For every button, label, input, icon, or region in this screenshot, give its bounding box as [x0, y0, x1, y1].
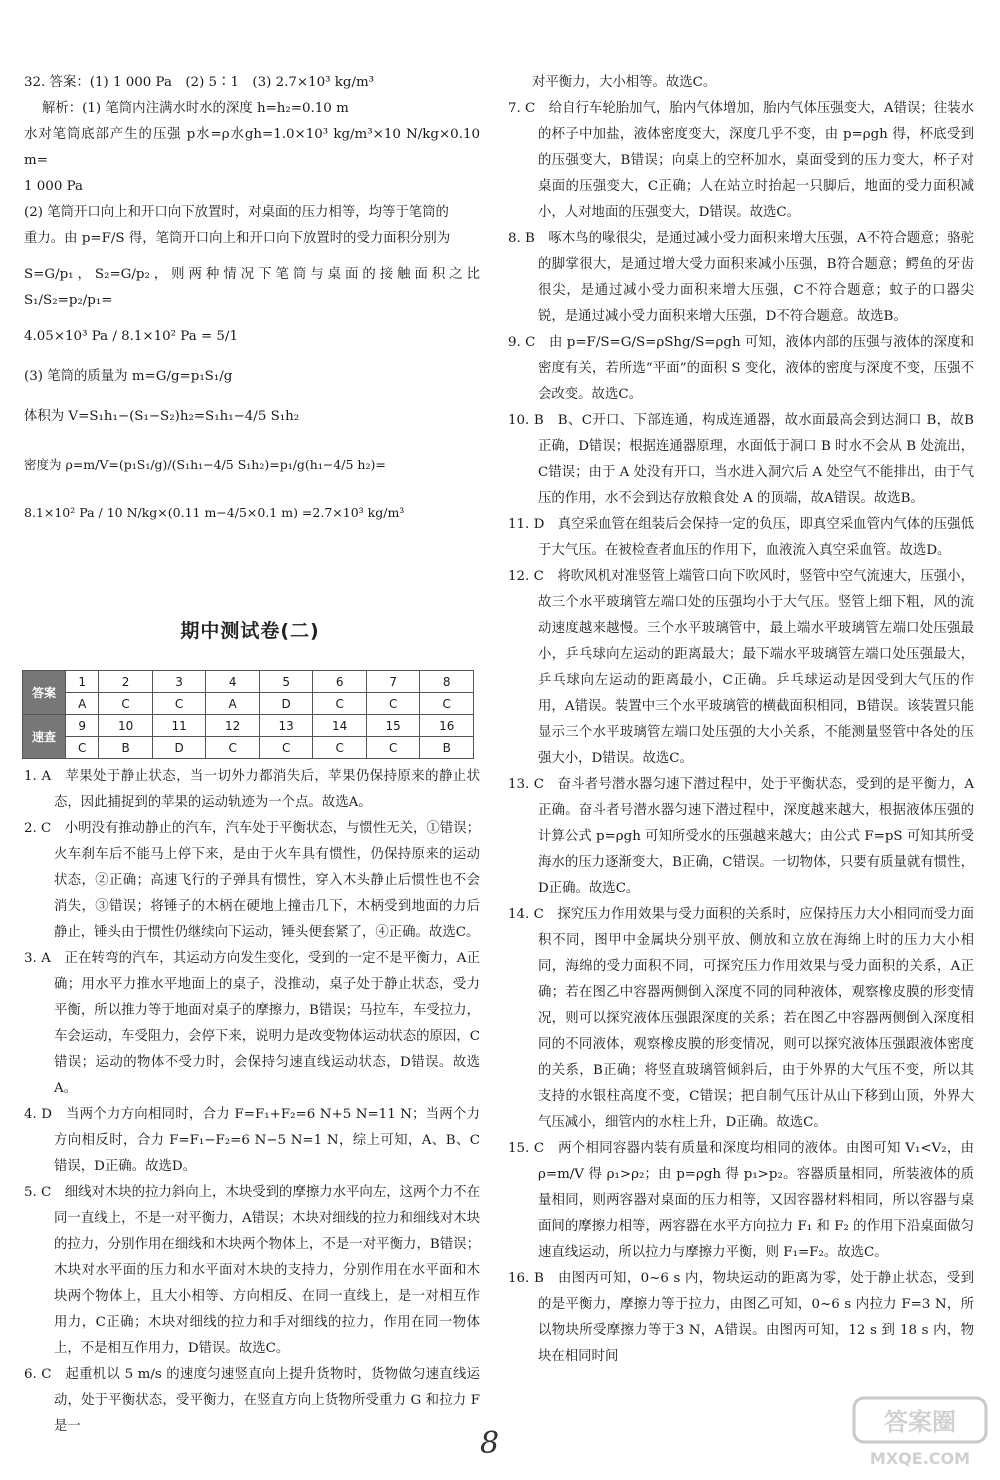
answer-item-11: 11. D 真空采血管在组装后会保持一定的负压，即真空采血管内气体的压强低于大气压。在被检查者血压的作用下，血液流入真空采血管。故选D。: [508, 517, 974, 558]
left-column: [24, 70, 480, 526]
q32-line-5: (2) 笔筒开口向上和开口向下放置时，对桌面的压力相等，均等于笔筒的: [24, 205, 449, 220]
table-label-lookup: 速查: [23, 715, 66, 759]
table-label-answer: 答案: [23, 671, 66, 715]
table-answer: A: [66, 693, 99, 715]
table-num: 8: [420, 671, 474, 693]
q32-line-6: 重力。由 p=F/S 得，笔筒开口向上和开口向下放置时的受力面积分别为: [24, 231, 451, 246]
table-num: 12: [206, 715, 260, 737]
svg-text:MXQE.COM: MXQE.COM: [869, 1449, 971, 1468]
table-num: 14: [313, 715, 367, 737]
table-answer: C: [366, 737, 420, 759]
answer-item-6-cont: 对平衡力，大小相等。故选C。: [532, 75, 717, 90]
table-answer: C: [206, 737, 260, 759]
table-answer: C: [259, 737, 313, 759]
answer-item-12: 12. C 将吹风机对准竖管上端管口向下吹风时，竖管中空气流速大，压强小，故三个水平玻璃管左端口处的压强均小于大气压。竖管上细下粗，风的流动速度越来越慢。三个水平玻璃管中，最上端水平玻璃管左端口处压强最小，乒乓球向左运动的距离最大；最下端水平玻璃管左端口处压强最大，乒乓球向左运动的距离最小，C正确。乒乓球运动是因受到大气压的作用，A错误。装置中三个水平玻璃管的横截面积相同，B错误。该装置只能显示三个水平玻璃管左端口处压强的大小关系，不能测量竖管中各处的压强大小，D错误。故选C。: [508, 569, 974, 766]
answer-item-16: 16. B 由图丙可知，0~6 s 内，物块运动的距离为零，处于静止状态，受到的是平衡力，摩擦力等于拉力，由图乙可知，0~6 s 内拉力 F=3 N，所以物块所受摩擦力等于3 N，A错误。由图丙可知，12 s 到 18 s 内，物块在相同时间: [508, 1271, 974, 1364]
q32-line-8: 4.05×10³ Pa / 8.1×10² Pa = 5/1: [24, 329, 238, 344]
table-num: 4: [206, 671, 260, 693]
q32-line-4: 1 000 Pa: [24, 179, 83, 194]
table-num: 9: [66, 715, 99, 737]
svg-text:答案圈: 答案圈: [884, 1408, 956, 1436]
answer-item-3: 3. A 正在转弯的汽车，其运动方向发生变化，受到的一定不是平衡力，A正确；用水平力推水平地面上的桌子，没推动，桌子处于静止状态，受力平衡，所以推力等于地面对桌子的摩擦力，B错误；马拉车，车受拉力，车会运动，车受阻力，会停下来，说明力是改变物体运动状态的原因，C错误；运动的物体不受力时，会保持匀速直线运动状态，D错误。故选A。: [24, 951, 480, 1096]
q32-line-9: (3) 笔筒的质量为 m=G/g=p₁S₁/g: [24, 369, 233, 384]
watermark-logo: [850, 1392, 990, 1472]
answer-item-8: 8. B 啄木鸟的喙很尖，是通过减小受力面积来增大压强，A不符合题意；骆驼的脚掌很大，是通过增大受力面积来减小压强，B符合题意；鳄鱼的牙齿很尖，是通过减小受力面积来增大压强，C不符合题意；蚊子的口器尖锐，是通过减小受力面积来增大压强，D不符合题意。故选B。: [508, 231, 974, 324]
answer-table: [22, 670, 474, 759]
right-column: [508, 70, 974, 1370]
table-num: 7: [366, 671, 420, 693]
section-title: 期中测试卷(二): [180, 620, 320, 642]
q32-line-7: S=G/p₁，S₂=G/p₂，则两种情况下笔筒与桌面的接触面积之比 S₁/S₂=p₂/p₁=: [24, 267, 480, 308]
table-answer: C: [66, 737, 99, 759]
table-answer: B: [420, 737, 474, 759]
q32-line-10: 体积为 V=S₁h₁−(S₁−S₂)h₂=S₁h₁−4/5 S₁h₂: [24, 409, 300, 424]
table-answer: C: [366, 693, 420, 715]
q32-line-12: 8.1×10² Pa / 10 N/kg×(0.11 m−4/5×0.1 m) =2.7×10³ kg/m³: [24, 505, 405, 520]
answer-item-5: 5. C 细线对木块的拉力斜向上，木块受到的摩擦力水平向左，这两个力不在同一直线上，不是一对平衡力，A错误；木块对细线的拉力和细线对木块的拉力，分别作用在细线和木块两个物体上，不是一对平衡力，B错误；木块对水平面的压力和水平面对木块的支持力，分别作用在水平面和木块两个物体上，且大小相等、方向相反、在同一直线上，是一对相互作用力，C正确；木块对细线的拉力和手对细线的拉力，作用在同一物体上，不是相互作用力，D错误。故选C。: [24, 1185, 480, 1356]
q32-line-3: 水对笔筒底部产生的压强 p水=ρ水gh=1.0×10³ kg/m³×10 N/kg×0.10 m=: [24, 127, 480, 168]
table-num: 16: [420, 715, 474, 737]
q32-line-11: 密度为 ρ=m/V=(p₁S₁/g)/(S₁h₁−4/5 S₁h₂)=p₁/g(h₁−4/5 h₂)=: [24, 457, 386, 472]
answer-item-7: 7. C 给自行车轮胎加气，胎内气体增加，胎内气体压强变大，A错误；往装水的杯子中加盐，液体密度变大，深度几乎不变，由 p=ρgh 得，杯底受到的压强变大，B错误；向桌上的空杯加水，桌面受到的压力变大，杯子对桌面的压强变大，C正确；人在站立时抬起一只脚后，地面的受力面积减小，人对地面的压强变大，D错误。故选C。: [508, 101, 974, 220]
answer-item-4: 4. D 当两个力方向相同时，合力 F=F₁+F₂=6 N+5 N=11 N；当两个力方向相反时，合力 F=F₁−F₂=6 N−5 N=1 N，综上可知，A、B、C错误，D正确。故选D。: [24, 1107, 480, 1174]
table-num: 13: [259, 715, 313, 737]
table-num: 6: [313, 671, 367, 693]
table-num: 1: [66, 671, 99, 693]
table-answer: C: [313, 693, 367, 715]
table-answer: C: [152, 693, 206, 715]
table-answer: D: [152, 737, 206, 759]
answer-item-14: 14. C 探究压力作用效果与受力面积的关系时，应保持压力大小相同而受力面积不同，图甲中金属块分别平放、侧放和立放在海绵上时的压力大小相同，海绵的受力面积不同，可探究压力作用效果与受力面积的关系，A正确；若在图乙中容器两侧倒入深度不同的同种液体，观察橡皮膜的形变情况，则可以探究液体压强跟深度的关系；若在图乙中容器两侧倒入深度相同的不同液体，观察橡皮膜的形变情况，则可以探究液体压强跟液体密度的关系，B正确；将竖直玻璃管倾斜后，由于外界的大气压不变，所以其支持的水银柱高度不变，C错误；把自制气压计从山下移到山顶，外界大气压减小，细管内的水柱上升，D正确。故选C。: [508, 907, 974, 1130]
answer-item-15: 15. C 两个相同容器内装有质量和深度均相同的液体。由图可知 V₁<V₂，由 ρ=m/V 得 ρ₁>ρ₂；由 p=ρgh 得 p₁>p₂。容器质量相同，所装液体的质量相同，则两容器对桌面的压力相等，又因容器材料相同，所以容器与桌面间的摩擦力相等，两容器在水平方向拉力 F₁ 和 F₂ 的作用下沿桌面做匀速直线运动，所以拉力与摩擦力平衡，则 F₁=F₂。故选C。: [508, 1141, 974, 1260]
answer-item-13: 13. C 奋斗者号潜水器匀速下潜过程中，处于平衡状态，受到的是平衡力，A正确。奋斗者号潜水器匀速下潜过程中，深度越来越大，根据液体压强的计算公式 p=ρgh 可知所受水的压强越来越大；由公式 F=pS 可知其所受海水的压力逐渐变大，B正确，C错误。一切物体，只要有质量就有惯性，D正确。故选C。: [508, 777, 974, 896]
table-num: 2: [99, 671, 153, 693]
table-num: 11: [152, 715, 206, 737]
table-answer: A: [206, 693, 260, 715]
answer-item-6: 6. C 起重机以 5 m/s 的速度匀速竖直向上提升货物时，货物做匀速直线运动，处于平衡状态，受平衡力，在竖直方向上货物所受重力 G 和拉力 F 是一: [24, 1367, 480, 1434]
left-answers: [24, 764, 480, 1440]
table-answer: C: [420, 693, 474, 715]
q32-line-1: 32. 答案：(1) 1 000 Pa (2) 5∶1 (3) 2.7×10³ kg/m³: [24, 75, 375, 90]
table-num: 5: [259, 671, 313, 693]
answer-item-1: 1. A 苹果处于静止状态，当一切外力都消失后，苹果仍保持原来的静止状态，因此捕捉到的苹果的运动轨迹为一个点。故选A。: [24, 769, 480, 810]
table-answer: B: [99, 737, 153, 759]
answer-item-9: 9. C 由 p=F/S=G/S=ρShg/S=ρgh 可知，液体内部的压强与液体的深度和密度有关，若所选“平面”的面积 S 变化，液体的密度与深度不变，压强不会改变。故选C。: [508, 335, 974, 402]
table-num: 15: [366, 715, 420, 737]
table-num: 3: [152, 671, 206, 693]
table-num: 10: [99, 715, 153, 737]
answer-item-10: 10. B B、C开口、下部连通，构成连通器，故水面最高会到达洞口 B，故B正确，D错误；根据连通器原理，水面低于洞口 B 时水不会从 B 处流出，C错误；由于 A 处没有开口，当水进入洞穴后 A 处空气不能排出，由于气压的作用，水不会到达存放粮食处 A 的顶端，故A错误。故选B。: [508, 413, 974, 506]
page-number: 8: [480, 1426, 500, 1461]
q32-line-2: 解析：(1) 笔筒内注满水时水的深度 h=h₂=0.10 m: [42, 101, 349, 116]
table-answer: C: [313, 737, 367, 759]
table-answer: D: [259, 693, 313, 715]
table-answer: C: [99, 693, 153, 715]
answer-item-2: 2. C 小明没有推动静止的汽车，汽车处于平衡状态，与惯性无关，①错误；火车刹车后不能马上停下来，是由于火车具有惯性，仍保持原来的运动状态，②正确；高速飞行的子弹具有惯性，穿入木头静止后惯性也不会消失，③错误；将锤子的木柄在硬地上撞击几下，木柄受到地面的力后静止，锤头由于惯性仍继续向下运动，锤头便套紧了，④正确。故选C。: [24, 821, 480, 940]
